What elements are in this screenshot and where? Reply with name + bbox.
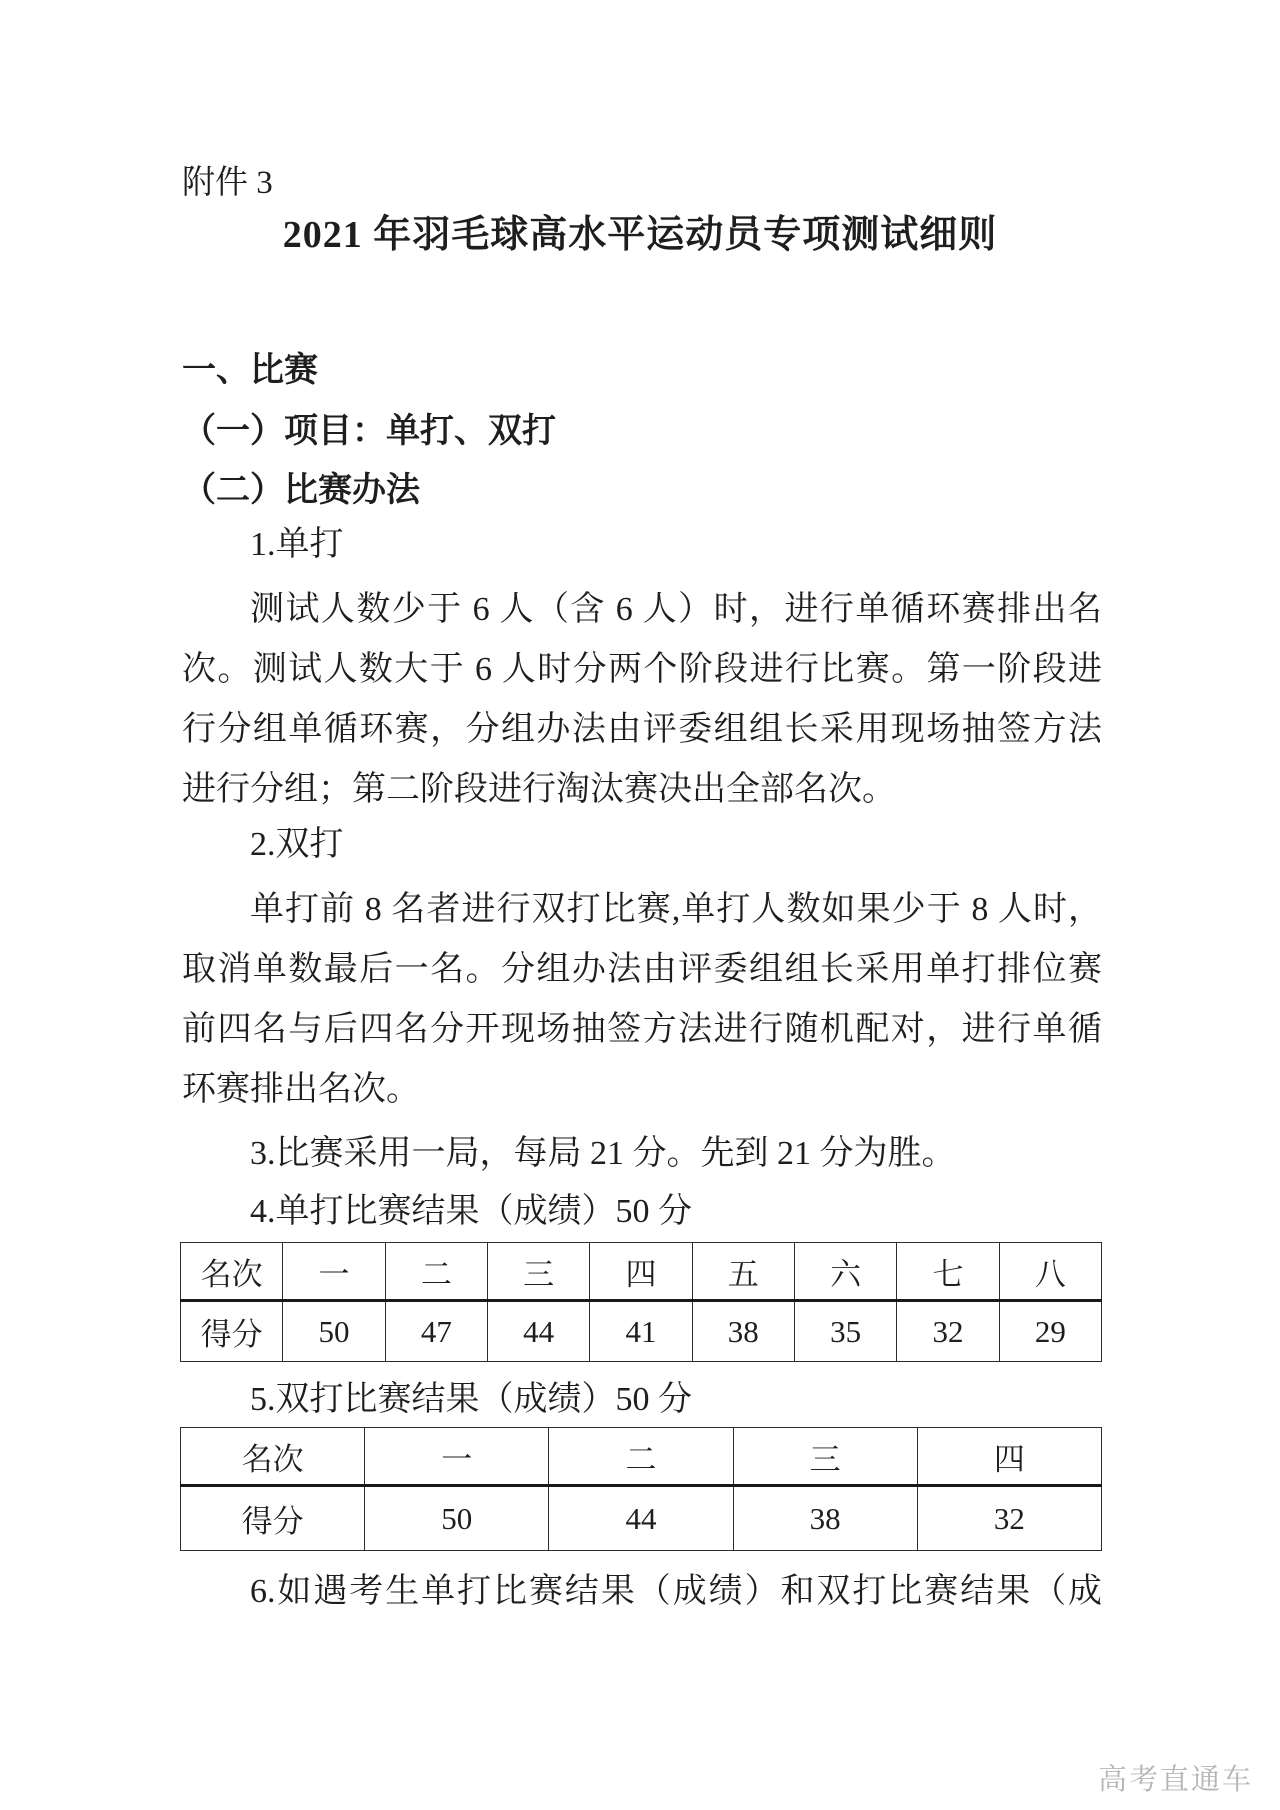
item-1-paragraph — [182, 580, 1102, 820]
attachment-label: 附件 3 — [182, 165, 273, 201]
score-cell: 32 — [897, 1301, 999, 1362]
section-heading-competition: 一、比赛 — [182, 352, 318, 389]
score-cell: 47 — [385, 1301, 487, 1362]
rank-cell: 一 — [283, 1243, 385, 1301]
rank-cell: 三 — [733, 1428, 917, 1486]
rank-cell: 七 — [897, 1243, 999, 1301]
score-cell: 38 — [692, 1301, 794, 1362]
singles-result-table — [180, 1242, 1102, 1362]
paragraph-line: 进行分组；第二阶段进行淘汰赛决出全部名次。 — [182, 771, 896, 808]
score-cell: 44 — [549, 1486, 733, 1551]
table-header-row — [181, 1428, 1102, 1486]
score-cell: 38 — [733, 1486, 917, 1551]
subsection-heading-method: （二）比赛办法 — [182, 472, 420, 509]
document-title: 2021 年羽毛球高水平运动员专项测试细则 — [282, 214, 998, 256]
paragraph-line: 前四名与后四名分开现场抽签方法进行随机配对，进行单循 — [182, 1011, 1102, 1048]
paragraph-line: 环赛排出名次。 — [182, 1071, 420, 1108]
rank-cell: 一 — [365, 1428, 549, 1486]
paragraph-line: 次。测试人数大于 6 人时分两个阶段进行比赛。第一阶段进 — [182, 651, 1102, 688]
table-score-row — [181, 1301, 1102, 1362]
item-1-title: 1.单打 — [250, 526, 344, 563]
score-cell: 44 — [487, 1301, 589, 1362]
rank-cell: 五 — [692, 1243, 794, 1301]
rank-header-cell: 名次 — [181, 1428, 365, 1486]
score-label-cell: 得分 — [181, 1301, 283, 1362]
paragraph-line: 测试人数少于 6 人（含 6 人）时，进行单循环赛排出名 — [250, 591, 1102, 628]
rank-cell: 八 — [999, 1243, 1101, 1301]
rank-cell: 三 — [487, 1243, 589, 1301]
item-2-paragraph — [182, 880, 1102, 1120]
rank-cell: 四 — [917, 1428, 1101, 1486]
score-cell: 29 — [999, 1301, 1101, 1362]
item-6-text: 6.如遇考生单打比赛结果（成绩）和双打比赛结果（成 — [250, 1573, 1102, 1610]
rank-cell: 二 — [385, 1243, 487, 1301]
table-score-row — [181, 1486, 1102, 1551]
rank-header-cell: 名次 — [181, 1243, 283, 1301]
score-cell: 41 — [590, 1301, 692, 1362]
doubles-result-table — [180, 1427, 1102, 1551]
table-header-row — [181, 1243, 1102, 1301]
score-cell: 50 — [283, 1301, 385, 1362]
score-cell: 35 — [794, 1301, 896, 1362]
paragraph-line: 取消单数最后一名。分组办法由评委组组长采用单打排位赛 — [182, 951, 1102, 988]
item-5-doubles-result-heading: 5.双打比赛结果（成绩）50 分 — [250, 1381, 692, 1418]
item-4-singles-result-heading: 4.单打比赛结果（成绩）50 分 — [250, 1193, 692, 1230]
rank-cell: 六 — [794, 1243, 896, 1301]
watermark: 高考直通车 — [1097, 1764, 1253, 1796]
subsection-heading-events: （一）项目：单打、双打 — [182, 413, 556, 450]
item-2-title: 2.双打 — [250, 826, 344, 863]
rank-cell: 四 — [590, 1243, 692, 1301]
paragraph-line: 行分组单循环赛，分组办法由评委组组长采用现场抽签方法 — [182, 711, 1102, 748]
item-3-text: 3.比赛采用一局，每局 21 分。先到 21 分为胜。 — [250, 1135, 956, 1172]
score-cell: 32 — [917, 1486, 1101, 1551]
score-label-cell: 得分 — [181, 1486, 365, 1551]
paragraph-line: 单打前 8 名者进行双打比赛,单打人数如果少于 8 人时， — [250, 891, 1102, 928]
score-cell: 50 — [365, 1486, 549, 1551]
rank-cell: 二 — [549, 1428, 733, 1486]
